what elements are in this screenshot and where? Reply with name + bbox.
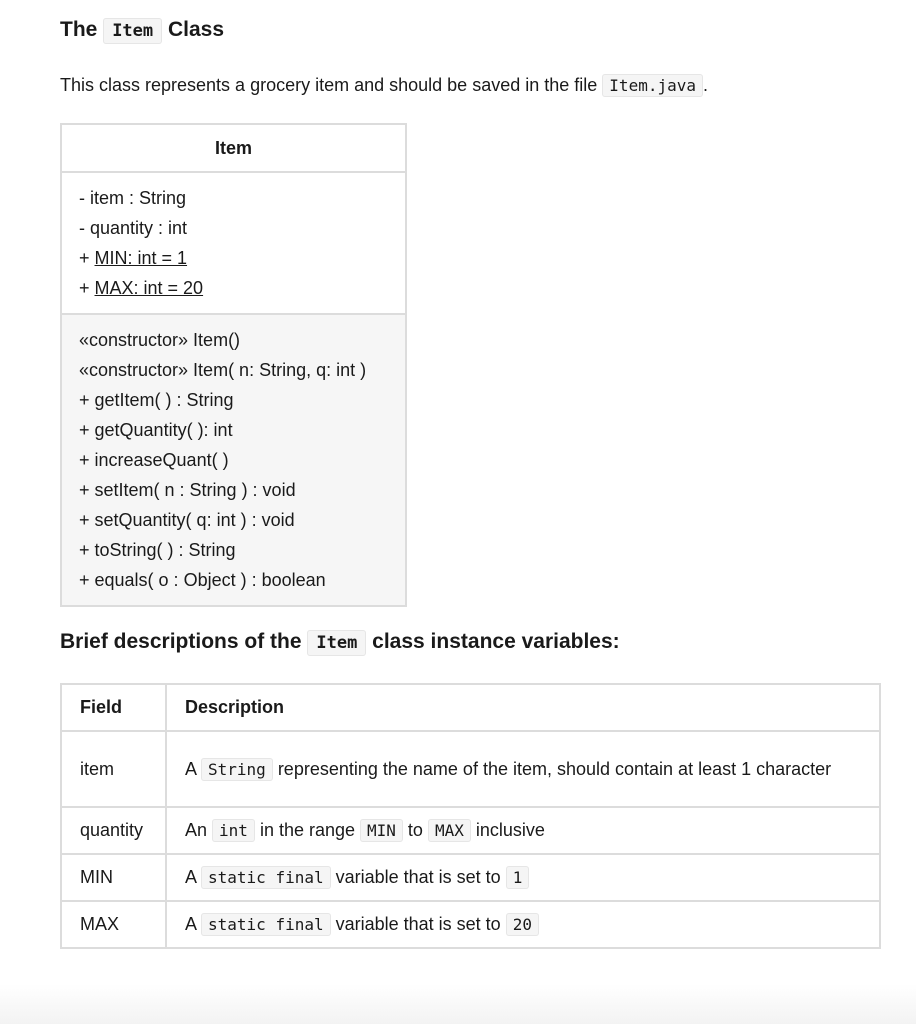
table-row: [61, 807, 880, 854]
uml-field: + MAX: int = 20: [79, 278, 204, 298]
table-row: [61, 731, 880, 807]
class-name-code: Item: [103, 18, 162, 44]
uml-methods-section: [62, 315, 405, 605]
description-cell: A static final variable that is set to 1: [166, 854, 880, 901]
description-cell: A static final variable that is set to 20: [166, 901, 880, 948]
description-cell: An int in the range MIN to MAX inclusive: [166, 807, 880, 854]
class-name-code: Item: [307, 630, 366, 656]
uml-method: + getQuantity( ): int: [79, 420, 233, 440]
inline-code: 20: [506, 913, 539, 936]
page-title: The Item Class: [60, 18, 224, 42]
inline-code: String: [201, 758, 273, 781]
description-cell: A String representing the name of the item, should contain at least 1 character: [166, 731, 880, 807]
header-field: Field: [61, 684, 166, 731]
inline-code: 1: [506, 866, 530, 889]
bottom-fade: [0, 984, 916, 1024]
field-cell: MAX: [61, 901, 166, 948]
uml-fields-section: [62, 173, 405, 315]
table-row: [61, 901, 880, 948]
inline-code: static final: [201, 913, 331, 936]
uml-method: + setItem( n : String ) : void: [79, 480, 296, 500]
uml-method: + getItem( ) : String: [79, 390, 234, 410]
field-cell: MIN: [61, 854, 166, 901]
uml-method: + increaseQuant( ): [79, 450, 229, 470]
uml-field: - quantity : int: [79, 218, 188, 238]
inline-code: int: [212, 819, 255, 842]
field-cell: quantity: [61, 807, 166, 854]
field-cell: item: [61, 731, 166, 807]
uml-method: «constructor» Item( n: String, q: int ): [79, 360, 367, 380]
table-row: [61, 854, 880, 901]
uml-class-diagram: [60, 123, 407, 607]
section-heading: Brief descriptions of the Item class instance variables:: [60, 630, 620, 654]
intro-paragraph: This class represents a grocery item and should be saved in the file Item.java .: [60, 75, 709, 95]
uml-field: + MIN: int = 1: [79, 248, 188, 268]
uml-method: + setQuantity( q: int ) : void: [79, 510, 295, 530]
uml-method: «constructor» Item(): [79, 330, 241, 350]
uml-class-name: Item: [62, 125, 405, 173]
uml-method: + equals( o : Object ) : boolean: [79, 570, 326, 590]
file-name-code: Item.java: [602, 74, 703, 97]
instance-variables-table: [60, 683, 881, 949]
table-header-row: [61, 684, 880, 731]
header-description: Description: [166, 684, 880, 731]
inline-code: MIN: [360, 819, 403, 842]
uml-field: - item : String: [79, 188, 187, 208]
inline-code: MAX: [428, 819, 471, 842]
uml-method: + toString( ) : String: [79, 540, 236, 560]
inline-code: static final: [201, 866, 331, 889]
